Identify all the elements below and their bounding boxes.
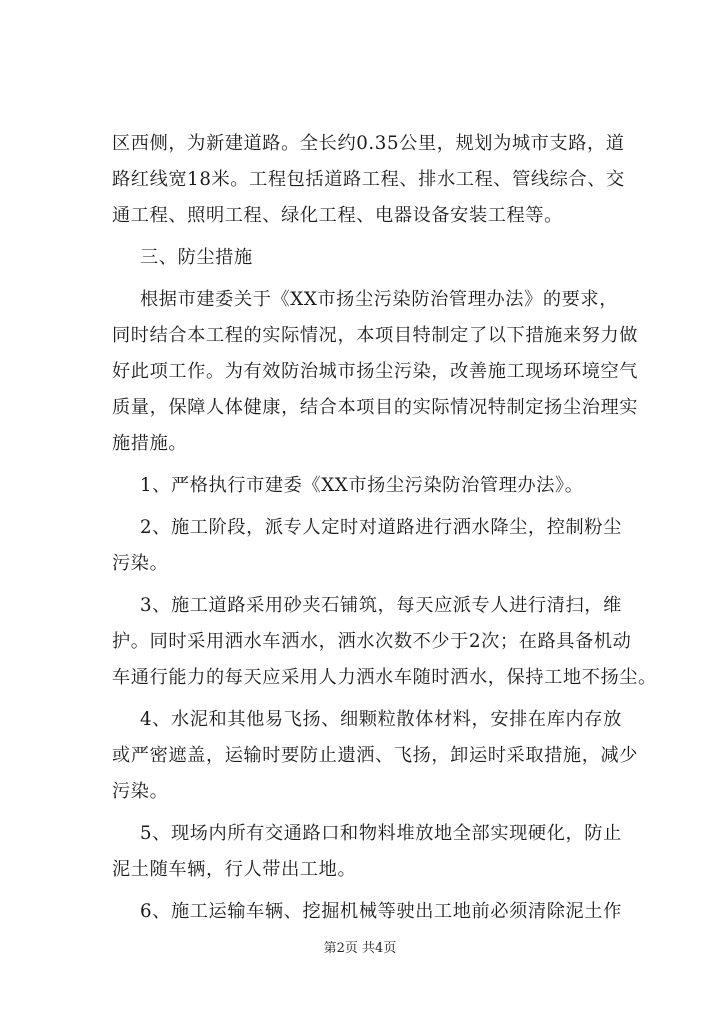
list-item: 5、现场内所有交通路口和物料堆放地全部实现硬化，防止: [140, 823, 622, 844]
list-item: 6、施工运输车辆、挖掘机械等驶出工地前必须清除泥土作: [140, 901, 622, 922]
text-line: 同时结合本工程的实际情况，本项目特制定了以下措施来努力做: [112, 325, 639, 346]
list-item: 2、施工阶段，派专人定时对道路进行洒水降尘，控制粉尘: [140, 517, 622, 538]
list-item: 3、施工道路采用砂夹石铺筑，每天应派专人进行清扫，维: [140, 595, 622, 616]
text-line: 好此项工作。为有效防治城市扬尘污染，改善施工现场环境空气: [112, 361, 639, 382]
text-line: 通工程、照明工程、绿化工程、电器设备安装工程等。: [112, 205, 563, 226]
list-item: 4、水泥和其他易飞扬、细颗粒散体材料，安排在库内存放: [140, 709, 622, 730]
text-line: 路红线宽18米。工程包括道路工程、排水工程、管线综合、交: [112, 169, 625, 190]
text-line: 泥土随车辆，行人带出工地。: [112, 859, 357, 880]
document-body: [112, 126, 657, 930]
list-item: 1、严格执行市建委《XX市扬尘污染防治管理办法》。: [140, 475, 584, 496]
text-line: 质量，保障人体健康，结合本项目的实际情况特制定扬尘治理实: [112, 397, 639, 418]
text-line: 或严密遮盖，运输时要防止遗洒、飞扬，卸运时采取措施，减少: [112, 745, 639, 766]
text-line: 护。同时采用洒水车洒水，洒水次数不少于2次；在路具备机动: [112, 631, 632, 652]
text-line: 污染。: [112, 781, 169, 802]
page-number: 第2页 共4页: [323, 941, 397, 956]
text-line: 根据市建委关于《XX市扬尘污染防治管理办法》的要求，: [140, 289, 618, 310]
text-line: 区西侧，为新建道路。全长约0.35公里，规划为城市支路，道: [112, 133, 625, 154]
section-heading: 三、防尘措施: [140, 247, 253, 268]
text-line: 施措施。: [112, 433, 188, 454]
text-line: 车通行能力的每天应采用人力洒水车随时洒水，保持工地不扬尘。: [112, 667, 657, 688]
text-line: 污染。: [112, 553, 169, 574]
